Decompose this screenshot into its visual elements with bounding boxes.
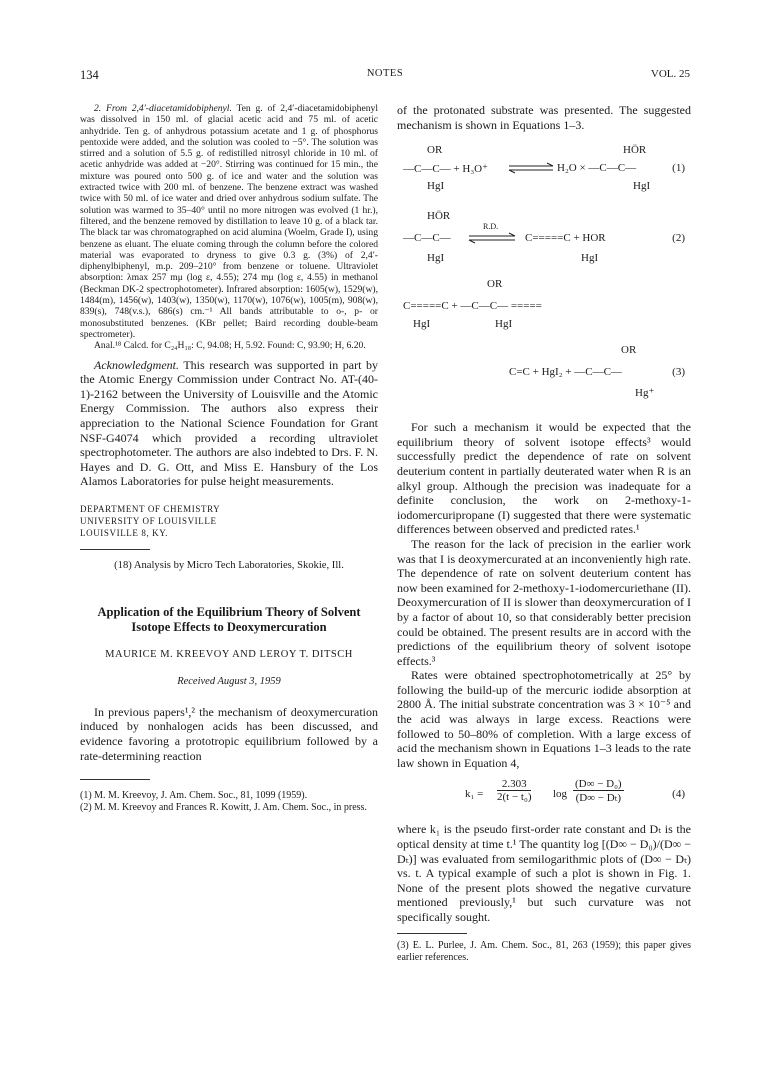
prep-paragraph	[80, 103, 378, 340]
eq3-or: OR	[621, 344, 637, 357]
eq3-line: C=C + HgI₂ + —C—C—	[509, 366, 622, 379]
divider	[397, 933, 467, 934]
section-title: NOTES	[366, 68, 404, 79]
right-column	[397, 103, 691, 964]
dept-line: UNIVERSITY OF LOUISVILLE	[80, 515, 217, 526]
article-authors: MAURICE M. KREEVOY AND LEROY T. DITSCH	[105, 648, 353, 660]
eq3-hg: Hg⁺	[635, 387, 655, 400]
rate-determining-arrow-icon	[467, 232, 517, 244]
eq-mid-line: C=====C + —C—C— =====	[403, 300, 542, 313]
eq2-hor: HÖR	[427, 210, 451, 223]
eq1-right: H₂O × —C—C—	[557, 162, 637, 175]
eq1-hgi: HgI	[427, 180, 445, 193]
eq2-number: (2)	[672, 232, 685, 245]
eq2-left: —C—C—	[403, 232, 451, 245]
paragraph-isotope-theory: For such a mechanism it would be expected that the equilibrium theory of solvent isotope effects³ would successfully predict the dependence of rate on solvent deuterium content in partially deuterated water when R is an alkyl group. Although the precision was inadequate for a definite conclusion, the work on 2-methoxy-1-iodomercuripropane (I) suggested that there were systematic differences between observed and predicted rates.¹	[397, 420, 691, 537]
footnote-18: (18) Analysis by Micro Tech Laboratories, Skokie, Ill.	[114, 559, 344, 571]
paragraph-rate-constant: where k₁ is the pseudo first-order rate constant and Dₜ is the optical density at time t.¹ The quantity log [(D∞ − D₀)/(D∞ − Dₜ)] was evaluated from semilogarithmic plots of (D∞ − Dₜ) vs. t. A typical example of such a plot is shown in Fig. 1. None of the present plots showed the negative curvature mentioned previously,¹ but such curvature was not specifically sought.	[397, 822, 691, 924]
mechanism-equations	[397, 132, 691, 420]
intro-paragraph: In previous papers¹,² the mechanism of deoxymercuration induced by nonhalogen acids has been discussed, and evidence favoring a prototropic equilibrium followed by a rate-determining reaction	[80, 704, 378, 763]
eq4-frac-den: 2(t − t₀)	[497, 791, 532, 804]
footnote-2: (2) M. M. Kreevoy and Frances R. Kowitt, J. Am. Chem. Soc., in press.	[80, 802, 367, 814]
eq4-lhs: k₁ =	[465, 788, 484, 801]
paragraph-precision: The reason for the lack of precision in the earlier work was that I is deoxymercurated at an inconveniently high rate. The dependence of rate on solvent deuterium content has now been examined for 2-methoxy-1-iodomercuriethane (II). Deoxymercuration of II is slower than deoxymercuration of I by a factor of about 10, so that considerably better precision could be obtained. The present results are in accord with the predictions of the equilibrium theory of solvent isotope effects.³	[397, 536, 691, 668]
eq4-log-fraction	[573, 778, 624, 804]
intro-continuation: of the protonated substrate was presented. The suggested mechanism is shown in Equations 1–3.	[397, 103, 691, 132]
eq1-or: OR	[427, 144, 443, 157]
ack-body: This research was supported in part by the Atomic Energy Commission under Contract No. AT-(40-1)-2162 between the University of Louisville and the Atomic Energy Commission. The authors also express their appreciation to the National Science Foundation for Grant NSF-G4074 which provided a recording ultraviolet spectrophotometer. The authors are also indebted to Drs. F. N. Hayes and D. G. Ott, and Miss E. Hansbury of the Los Alamos Laboratories for pulse height measurements.	[80, 357, 378, 489]
left-column	[80, 103, 378, 814]
prep-body: Ten g. of 2,4′-diacetamidobiphenyl was dissolved in 150 ml. of glacial acetic acid and 75 ml. of acetic anhydride. Ten g. of anhydrous potassium acetate and 1 g. of phosphorus pentoxide were added, and the solution was cooled to −5°. The solution was stirred and a solution of 5.5 g. of redistilled nitrosyl chloride in 10 ml. of acetic anhydride was added at −20°. Stirring was continued for 15 min., the mixture was poured onto 500 g. of ice and water and the solution was extracted twice with 200 ml. of benzene. The benzene extract was washed twice with 50 ml. of ice water and dried over anhydrous sodium sulfate. The solution was warmed to 35–40° until no more nitrogen was evolved (1 hr.), filtered, and the benzene removed by distillation to leave 10 g. of a black tar. The black tar was chromatographed on acid alumina (Woelm, Grade I), using benzene as eluant. The eluate coming through the column before the colored material was evaporated to dryness to give 0.3 g. (3%) of 2,4′-diphenylbiphenyl, m.p. 209–210° from benzene or toluene. Ultraviolet absorption: λmax 257 mμ (log ε, 4.55); 274 mμ (log ε, 4.55) in methanol (Beckman DK-2 spectrophotometer). Infrared absorption: 1605(w), 1529(w), 1484(m), 1456(w), 1403(w), 1350(w), 1170(w), 1076(w), 1005(m), 908(w), 839(s), 748(v.s.), 686(s) cm.⁻¹ All bands attributable to o-, p- or monosubstituted benzenes. (KBr pellet; Baird recording double-beam spectrometer).	[80, 103, 378, 340]
eq-mid-or: OR	[487, 278, 503, 291]
eq1-hgi-right: HgI	[633, 180, 651, 193]
eq2-hgi-right: HgI	[581, 252, 599, 265]
paragraph-rates: Rates were obtained spectrophotometrically at 25° by following the build-up of the mercuric iodide absorption at 2800 Å. The initial substrate concentration was 3 × 10⁻⁵ and the acid was always in large excess. Reactions were followed to 50–80% of completion. With a large excess of acid the mechanism shown in Equations 1–3 leads to the rate law shown in Equation 4,	[397, 668, 691, 770]
rate-equation-4	[397, 776, 691, 816]
eq4-frac-num: 2.303	[497, 778, 531, 791]
eq-mid-hgi-left: HgI	[413, 318, 431, 331]
eq-mid-hgi-right: HgI	[495, 318, 513, 331]
eq3-number: (3)	[672, 366, 685, 379]
received-date: Received August 3, 1959	[177, 675, 281, 687]
prep-title: 2. From 2,4′-diacetamidobiphenyl.	[94, 103, 232, 114]
page-header	[80, 68, 690, 84]
divider	[80, 779, 150, 780]
eq4-log-num: (D∞ − D₀)	[575, 778, 622, 791]
page-number: 134	[80, 68, 99, 82]
eq1-hor: HÖR	[623, 144, 647, 157]
acknowledgment-paragraph	[80, 358, 378, 489]
volume-label: VOL. 25	[650, 68, 690, 80]
dept-line: LOUISVILLE 8, KY.	[80, 527, 169, 538]
analysis-line: Anal.¹⁸ Calcd. for C₂₄H₁₈: C, 94.08; H, 5.92. Found: C, 93.90; H, 6.20.	[94, 340, 366, 352]
eq1-left: —C—C— + H₃O⁺	[403, 163, 488, 176]
eq1-number: (1)	[672, 162, 685, 175]
ack-title: Acknowledgment.	[94, 357, 179, 372]
footnote-3: (3) E. L. Purlee, J. Am. Chem. Soc., 81, 263 (1959); this paper gives earlier references.	[397, 939, 691, 963]
dept-line: DEPARTMENT OF CHEMISTRY	[80, 503, 221, 514]
article-title: Application of the Equilibrium Theory of Solvent Isotope Effects to Deoxymercuration	[97, 604, 361, 634]
eq4-fraction	[497, 778, 531, 803]
footnote-1: (1) M. M. Kreevoy, J. Am. Chem. Soc., 81, 1099 (1959).	[80, 790, 308, 802]
eq2-right: C=====C + HOR	[525, 232, 606, 245]
equilibrium-arrow-icon	[507, 162, 555, 174]
eq2-rd-label: R.D.	[483, 222, 499, 232]
divider	[80, 549, 150, 550]
eq4-log-den: (D∞ − Dₜ)	[575, 792, 622, 805]
eq4-number: (4)	[672, 788, 685, 801]
department-address	[80, 503, 378, 539]
eq2-hgi-left: HgI	[427, 252, 445, 265]
eq4-log: log	[553, 788, 568, 801]
